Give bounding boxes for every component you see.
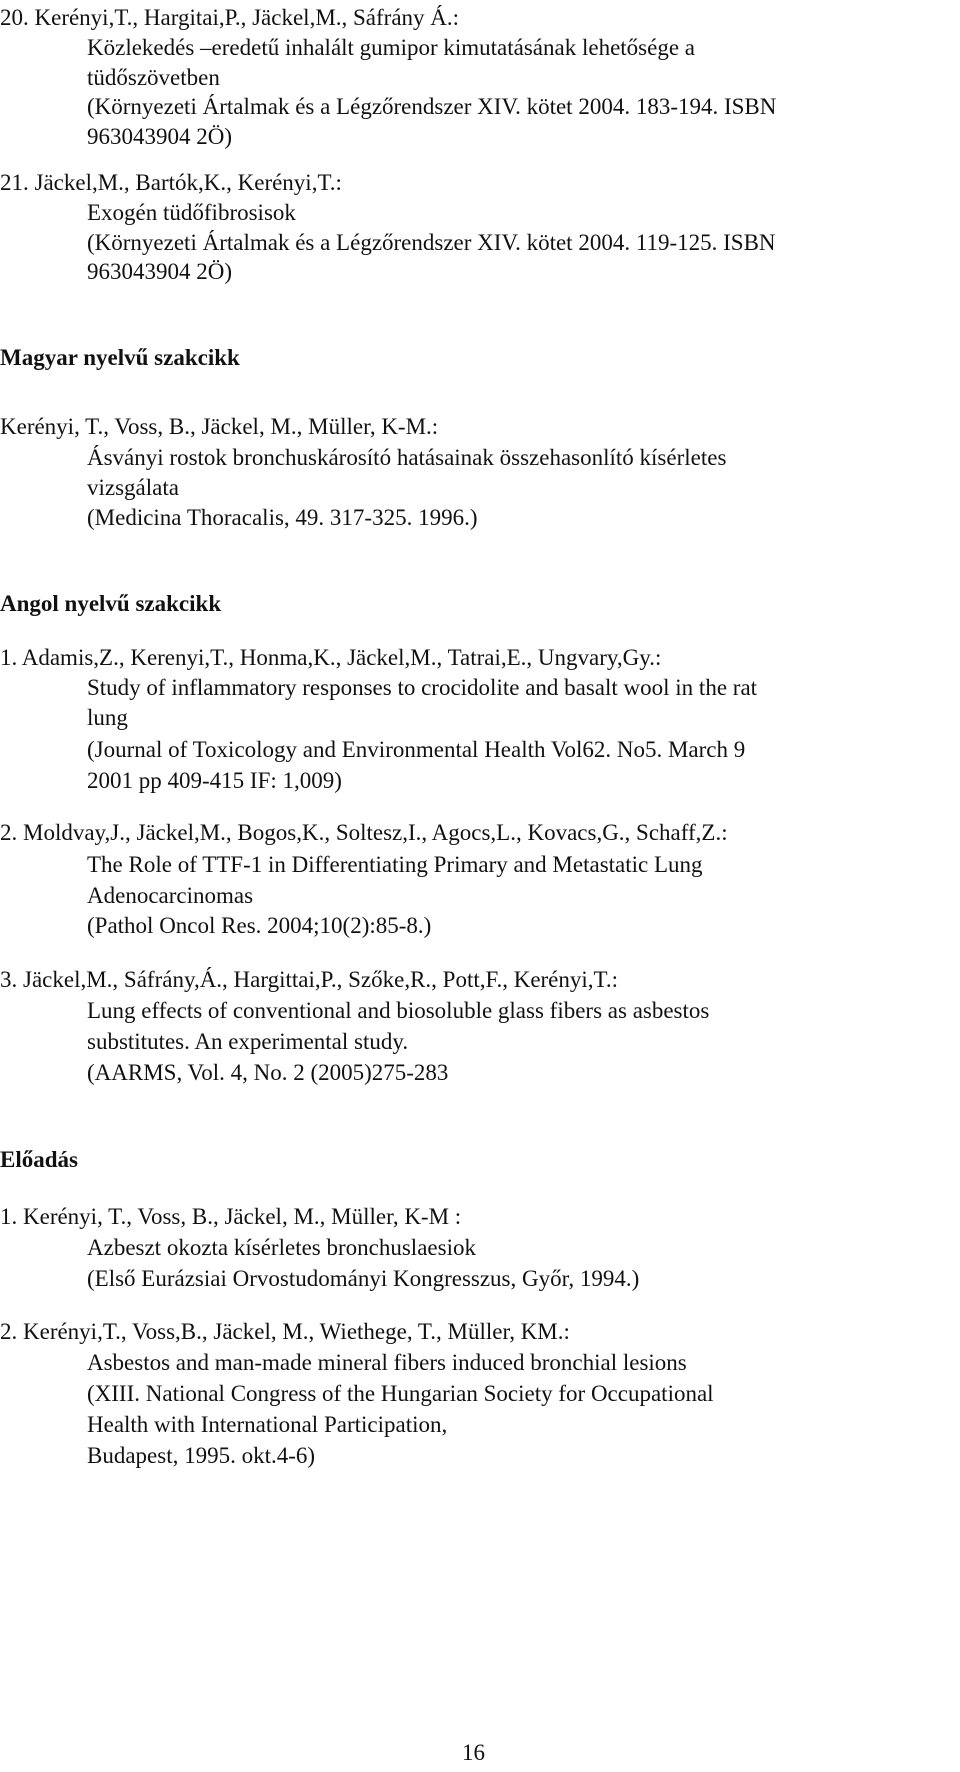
entry-source: (Környezeti Ártalmak és a Légzőrendszer XIV. kötet 2004. 119-125. ISBN xyxy=(87,230,776,255)
entry-title: vizsgálata xyxy=(87,475,179,500)
entry-source: (Első Eurázsiai Orvostudományi Kongresszus, Győr, 1994.) xyxy=(87,1266,640,1291)
entry-source: (AARMS, Vol. 4, No. 2 (2005)275-283 xyxy=(87,1060,449,1085)
entry-authors: 21. Jäckel,M., Bartók,K., Kerényi,T.: xyxy=(0,170,342,195)
entry-title: Study of inflammatory responses to crocidolite and basalt wool in the rat xyxy=(87,675,758,700)
entry-title: Exogén tüdőfibrosisok xyxy=(87,200,296,225)
entry-source: 2001 pp 409-415 IF: 1,009) xyxy=(87,768,342,793)
entry-title: Ásványi rostok bronchuskárosító hatásainak összehasonlító kísérletes xyxy=(87,445,727,470)
entry-title: lung xyxy=(87,705,128,730)
entry-source: (Pathol Oncol Res. 2004;10(2):85-8.) xyxy=(87,913,432,938)
entry-source: (XIII. National Congress of the Hungarian Society for Occupational xyxy=(87,1381,714,1406)
section-heading-english-articles: Angol nyelvű szakcikk xyxy=(0,591,222,616)
entry-authors: 2. Moldvay,J., Jäckel,M., Bogos,K., Soltesz,I., Agocs,L., Kovacs,G., Schaff,Z.: xyxy=(0,820,728,845)
entry-title: The Role of TTF-1 in Differentiating Primary and Metastatic Lung xyxy=(87,852,703,877)
section-heading-presentations: Előadás xyxy=(0,1147,78,1172)
entry-source: 963043904 2Ö) xyxy=(87,259,233,284)
entry-authors: 20. Kerényi,T., Hargitai,P., Jäckel,M., Sáfrány Á.: xyxy=(0,5,460,30)
entry-source: (Medicina Thoracalis, 49. 317-325. 1996.) xyxy=(87,505,478,530)
entry-authors: 2. Kerényi,T., Voss,B., Jäckel, M., Wiethege, T., Müller, KM.: xyxy=(0,1319,570,1344)
entry-authors: Kerényi, T., Voss, B., Jäckel, M., Müller, K-M.: xyxy=(0,414,439,439)
entry-title: Lung effects of conventional and biosoluble glass fibers as asbestos xyxy=(87,998,710,1023)
entry-title: substitutes. An experimental study. xyxy=(87,1029,409,1054)
page-number: 16 xyxy=(462,1740,485,1765)
entry-title: Azbeszt okozta kísérletes bronchuslaesiok xyxy=(87,1235,476,1260)
entry-source: Budapest, 1995. okt.4-6) xyxy=(87,1443,316,1468)
entry-title: Adenocarcinomas xyxy=(87,883,254,908)
entry-source: (Journal of Toxicology and Environmental Health Vol62. No5. March 9 xyxy=(87,737,746,762)
entry-title: Asbestos and man-made mineral fibers induced bronchial lesions xyxy=(87,1350,687,1375)
entry-title: tüdőszövetben xyxy=(87,65,220,90)
entry-authors: 3. Jäckel,M., Sáfrány,Á., Hargittai,P., Szőke,R., Pott,F., Kerényi,T.: xyxy=(0,967,619,992)
entry-source: (Környezeti Ártalmak és a Légzőrendszer XIV. kötet 2004. 183-194. ISBN xyxy=(87,94,777,119)
section-heading-hungarian-articles: Magyar nyelvű szakcikk xyxy=(0,345,240,370)
entry-source: Health with International Participation, xyxy=(87,1412,448,1437)
entry-source: 963043904 2Ö) xyxy=(87,124,233,149)
entry-authors: 1. Adamis,Z., Kerenyi,T., Honma,K., Jäckel,M., Tatrai,E., Ungvary,Gy.: xyxy=(0,645,662,670)
entry-authors: 1. Kerényi, T., Voss, B., Jäckel, M., Müller, K-M : xyxy=(0,1204,462,1229)
entry-title: Közlekedés –eredetű inhalált gumipor kimutatásának lehetősége a xyxy=(87,35,695,60)
